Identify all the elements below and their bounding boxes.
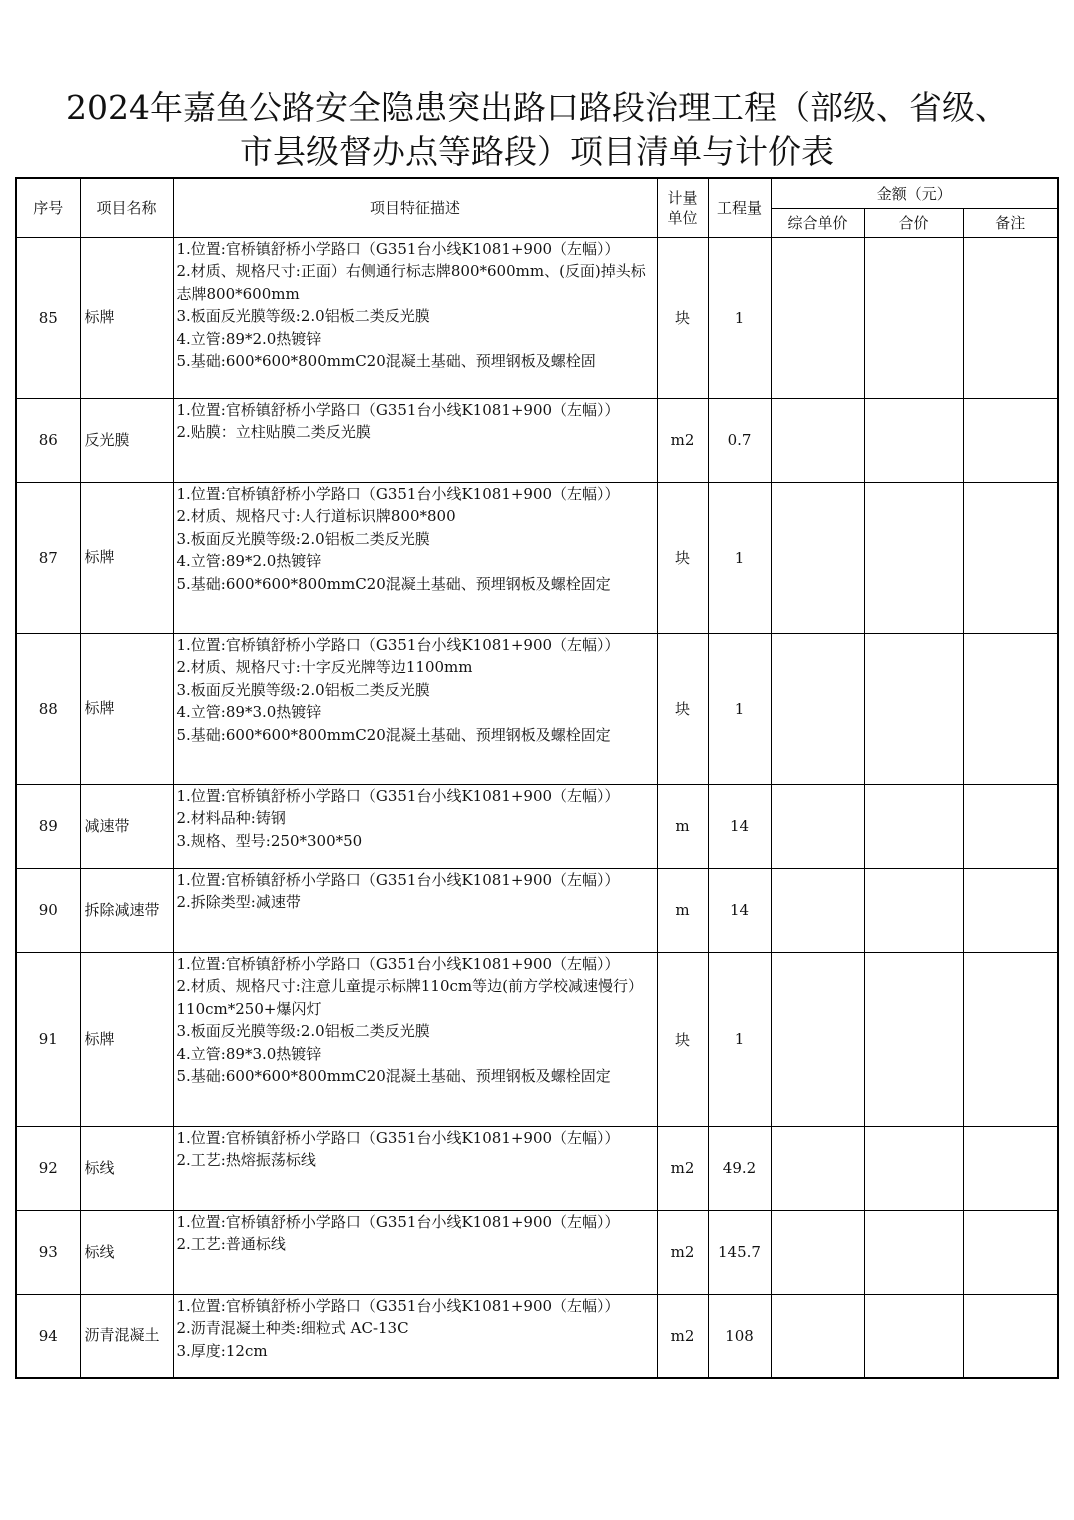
desc-line: 1.位置:官桥镇舒桥小学路口（G351台小线K1081+900（左幅）） [176, 870, 620, 889]
header-qty: 工程量 [708, 178, 771, 237]
cell-seq: 94 [16, 1294, 80, 1378]
desc-line: 1.位置:官桥镇舒桥小学路口（G351台小线K1081+900（左幅）） [176, 484, 620, 503]
table-body [16, 237, 1058, 1378]
cell-unit-price [771, 633, 864, 784]
table-row [16, 868, 1058, 952]
cell-desc [173, 784, 657, 868]
cell-name: 标线 [80, 1210, 173, 1294]
desc-line: 2.沥青混凝土种类:细粒式 AC-13C [176, 1319, 409, 1337]
cell-qty: 49.2 [708, 1126, 771, 1210]
desc-line: 2.贴膜：立柱贴膜二类反光膜 [176, 423, 371, 441]
cell-seq: 93 [16, 1210, 80, 1294]
cell-qty: 1 [708, 952, 771, 1126]
cell-unit: m [657, 784, 708, 868]
cell-seq: 92 [16, 1126, 80, 1210]
header-amount: 金额（元） [771, 178, 1058, 208]
cell-seq: 89 [16, 784, 80, 868]
cell-qty: 1 [708, 237, 771, 398]
header-unit [657, 178, 708, 237]
desc-line: 1.位置:官桥镇舒桥小学路口（G351台小线K1081+900（左幅）） [176, 1212, 620, 1231]
desc-line: 3.板面反光膜等级:2.0铝板二类反光膜 [176, 1022, 430, 1040]
cell-seq: 90 [16, 868, 80, 952]
cell-note [963, 868, 1058, 952]
cell-note [963, 482, 1058, 633]
cell-unit-price [771, 1126, 864, 1210]
header-total: 合价 [864, 208, 963, 237]
cell-unit: 块 [657, 633, 708, 784]
cell-seq: 86 [16, 398, 80, 482]
cell-name: 标牌 [80, 237, 173, 398]
desc-line: 5.基础:600*600*800mmC20混凝土基础、预埋钢板及螺栓固定 [176, 1067, 611, 1085]
cell-seq: 85 [16, 237, 80, 398]
cell-seq: 87 [16, 482, 80, 633]
desc-line: 1.位置:官桥镇舒桥小学路口（G351台小线K1081+900（左幅）） [176, 239, 620, 258]
header-seq: 序号 [16, 178, 80, 237]
cell-note [963, 1294, 1058, 1378]
table-row [16, 784, 1058, 868]
cell-note [963, 237, 1058, 398]
cell-desc [173, 237, 657, 398]
desc-line: 4.立管:89*2.0热镀锌 [176, 329, 322, 348]
cell-qty: 145.7 [708, 1210, 771, 1294]
cell-name: 标牌 [80, 952, 173, 1126]
cell-unit-price [771, 1294, 864, 1378]
cell-desc [173, 633, 657, 784]
cell-note [963, 784, 1058, 868]
cell-note [963, 1210, 1058, 1294]
cell-unit: 块 [657, 482, 708, 633]
desc-line: 4.立管:89*3.0热镀锌 [176, 1044, 322, 1063]
cell-unit-price [771, 237, 864, 398]
desc-line: 5.基础:600*600*800mmC20混凝土基础、预埋钢板及螺栓固 [176, 352, 596, 370]
desc-line: 2.材质、规格尺寸:注意儿童提示标牌110cm等边(前方学校减速慢行）110cm*250+爆闪灯 [176, 977, 643, 1018]
desc-line: 4.立管:89*2.0热镀锌 [176, 552, 322, 570]
header-name: 项目名称 [80, 178, 173, 237]
cell-total [864, 633, 963, 784]
cell-name: 标牌 [80, 633, 173, 784]
cell-total [864, 398, 963, 482]
desc-line: 5.基础:600*600*800mmC20混凝土基础、预埋钢板及螺栓固定 [176, 725, 611, 744]
cell-qty: 1 [708, 633, 771, 784]
desc-line: 2.材质、规格尺寸:十字反光牌等边1100mm [176, 658, 473, 676]
cell-total [864, 952, 963, 1126]
cell-qty: 14 [708, 784, 771, 868]
table-row [16, 482, 1058, 633]
desc-line: 1.位置:官桥镇舒桥小学路口（G351台小线K1081+900（左幅）） [176, 786, 620, 805]
cell-unit: m2 [657, 1210, 708, 1294]
header-unit-line1: 计量 [667, 188, 698, 207]
cell-name: 标线 [80, 1126, 173, 1210]
table-row [16, 633, 1058, 784]
cell-total [864, 1294, 963, 1378]
desc-line: 2.拆除类型:减速带 [176, 893, 301, 911]
cell-total [864, 868, 963, 952]
cell-qty: 108 [708, 1294, 771, 1378]
cell-desc [173, 868, 657, 952]
cell-qty: 14 [708, 868, 771, 952]
cell-unit: 块 [657, 952, 708, 1126]
desc-line: 3.厚度:12cm [176, 1341, 268, 1360]
cell-seq: 91 [16, 952, 80, 1126]
header-unit-line2: 单位 [667, 208, 698, 227]
cell-desc [173, 952, 657, 1126]
cell-desc [173, 398, 657, 482]
table-row [16, 237, 1058, 398]
cell-total [864, 237, 963, 398]
table-row [16, 398, 1058, 482]
cell-name: 标牌 [80, 482, 173, 633]
cell-unit: m2 [657, 398, 708, 482]
desc-line: 3.板面反光膜等级:2.0铝板二类反光膜 [176, 307, 430, 325]
cell-note [963, 633, 1058, 784]
cell-note [963, 398, 1058, 482]
header-desc: 项目特征描述 [173, 178, 657, 237]
cell-total [864, 784, 963, 868]
desc-line: 2.材质、规格尺寸:正面）右侧通行标志牌800*600mm、(反面)掉头标志牌800*600mm [176, 262, 646, 303]
desc-line: 3.规格、型号:250*300*50 [176, 831, 363, 850]
desc-line: 2.材料品种:铸钢 [176, 809, 286, 827]
cell-note [963, 952, 1058, 1126]
cell-desc [173, 1210, 657, 1294]
table-row [16, 952, 1058, 1126]
desc-line: 2.材质、规格尺寸:人行道标识牌800*800 [176, 507, 456, 525]
cell-total [864, 482, 963, 633]
desc-line: 1.位置:官桥镇舒桥小学路口（G351台小线K1081+900（左幅）） [176, 635, 620, 654]
cell-unit-price [771, 1210, 864, 1294]
cell-seq: 88 [16, 633, 80, 784]
cell-unit-price [771, 398, 864, 482]
cell-name: 拆除减速带 [80, 868, 173, 952]
cell-name: 沥青混凝土 [80, 1294, 173, 1378]
cell-unit-price [771, 482, 864, 633]
cell-unit-price [771, 784, 864, 868]
cell-desc [173, 1294, 657, 1378]
desc-line: 2.工艺:热熔振荡标线 [176, 1151, 316, 1169]
desc-line: 1.位置:官桥镇舒桥小学路口（G351台小线K1081+900（左幅）） [176, 1128, 620, 1147]
table-row [16, 1126, 1058, 1210]
header-unit-price: 综合单价 [771, 208, 864, 237]
cell-unit: m2 [657, 1294, 708, 1378]
cell-desc [173, 1126, 657, 1210]
table-row [16, 1210, 1058, 1294]
cell-total [864, 1210, 963, 1294]
table-row [16, 1294, 1058, 1378]
desc-line: 1.位置:官桥镇舒桥小学路口（G351台小线K1081+900（左幅）） [176, 400, 620, 419]
bill-of-quantities-table [15, 177, 1059, 1379]
desc-line: 2.工艺:普通标线 [176, 1235, 286, 1253]
cell-unit: 块 [657, 237, 708, 398]
cell-unit-price [771, 952, 864, 1126]
desc-line: 1.位置:官桥镇舒桥小学路口（G351台小线K1081+900（左幅）） [176, 1296, 620, 1315]
desc-line: 5.基础:600*600*800mmC20混凝土基础、预埋钢板及螺栓固定 [176, 574, 611, 593]
cell-name: 减速带 [80, 784, 173, 868]
desc-line: 3.板面反光膜等级:2.0铝板二类反光膜 [176, 529, 430, 548]
cell-qty: 1 [708, 482, 771, 633]
cell-total [864, 1126, 963, 1210]
header-note: 备注 [963, 208, 1058, 237]
cell-desc [173, 482, 657, 633]
cell-name: 反光膜 [80, 398, 173, 482]
cell-unit-price [771, 868, 864, 952]
title-line-1: 2024年嘉鱼公路安全隐患突出路口路段治理工程（部级、省级、 [66, 88, 1008, 127]
cell-unit: m [657, 868, 708, 952]
cell-unit: m2 [657, 1126, 708, 1210]
title-line-2: 市县级督办点等路段）项目清单与计价表 [240, 132, 834, 171]
desc-line: 1.位置:官桥镇舒桥小学路口（G351台小线K1081+900（左幅）） [176, 954, 620, 973]
document-title [0, 86, 1074, 174]
cell-note [963, 1126, 1058, 1210]
cell-qty: 0.7 [708, 398, 771, 482]
desc-line: 3.板面反光膜等级:2.0铝板二类反光膜 [176, 680, 430, 699]
desc-line: 4.立管:89*3.0热镀锌 [176, 703, 322, 721]
